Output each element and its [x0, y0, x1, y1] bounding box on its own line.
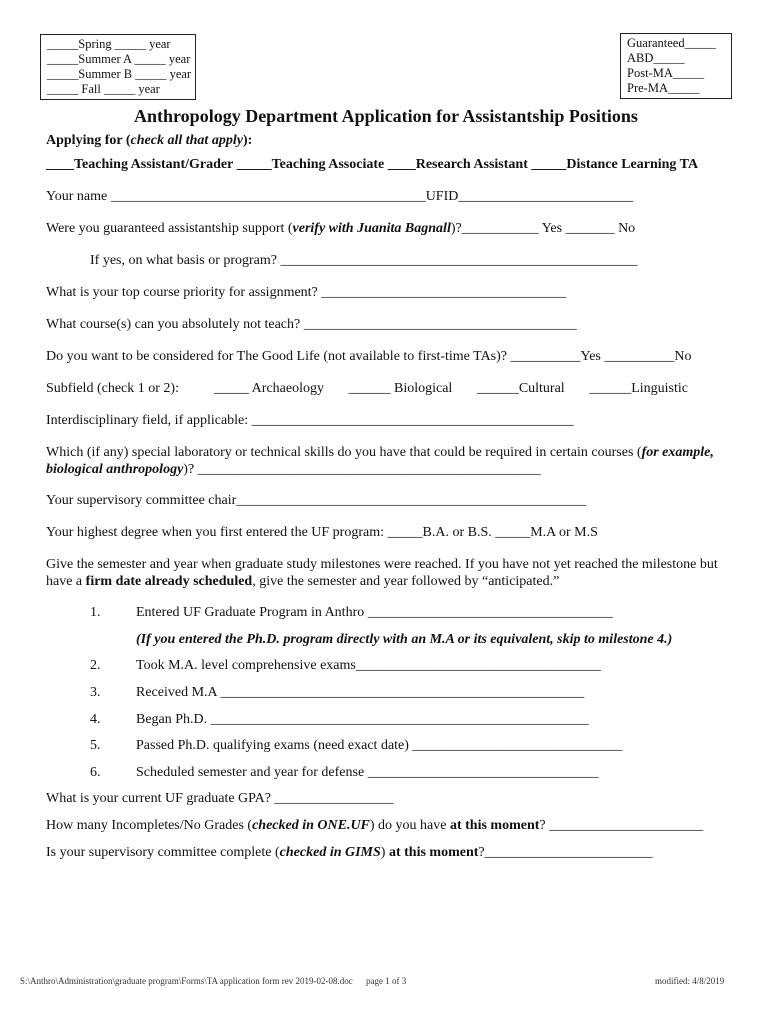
- basis-program-field[interactable]: If yes, on what basis or program? ___________________________________________________: [90, 253, 638, 268]
- semester-spring: _____Spring _____ year: [47, 37, 171, 51]
- footer-file-path: S:\Anthro\Administration\graduate program\Forms\TA application form rev 2019-02-08.doc: [20, 976, 353, 986]
- subfield-field[interactable]: Subfield (check 1 or 2): _____ Archaeology ______ Biological ______Cultural ______Linguistic: [46, 381, 688, 396]
- committee-complete-field[interactable]: Is your supervisory committee complete (checked in GIMS) at this moment?________________________: [46, 845, 653, 860]
- gpa-field[interactable]: What is your current UF graduate GPA? _________________: [46, 791, 394, 806]
- highest-degree-field[interactable]: Your highest degree when you first entered the UF program: _____B.A. or B.S. _____M.A or M.S: [46, 525, 598, 540]
- status-abd: ABD_____: [627, 51, 685, 65]
- milestone-num-3: 3.: [90, 685, 101, 700]
- top-course-field[interactable]: What is your top course priority for assignment? ___________________________________: [46, 285, 567, 300]
- semester-fall: _____ Fall _____ year: [47, 82, 160, 96]
- milestone-num-5: 5.: [90, 738, 101, 753]
- footer-page-number: page 1 of 3: [366, 976, 407, 986]
- status-pre-ma: Pre-MA_____: [627, 81, 700, 95]
- good-life-field[interactable]: Do you want to be considered for The Good Life (not available to first-time TAs)? __________Yes __________No: [46, 349, 692, 364]
- milestone-field-5[interactable]: Passed Ph.D. qualifying exams (need exact date) ______________________________: [136, 738, 623, 753]
- milestone-field-2[interactable]: Took M.A. level comprehensive exams___________________________________: [136, 658, 601, 673]
- semester-summer-b: _____Summer B _____ year: [47, 67, 192, 81]
- milestone-num-4: 4.: [90, 712, 101, 727]
- milestones-instructions-1: Give the semester and year when graduate study milestones were reached. If you have not yet reached the milestone but: [46, 557, 718, 572]
- position-options[interactable]: ____Teaching Assistant/Grader _____Teaching Associate ____Research Assistant _____Distance Learning TA: [46, 157, 699, 172]
- status-box: [620, 33, 732, 99]
- semester-summer-a: _____Summer A _____ year: [47, 52, 191, 66]
- milestone-num-6: 6.: [90, 765, 101, 780]
- status-post-ma: Post-MA_____: [627, 66, 705, 80]
- guaranteed-support-field[interactable]: Were you guaranteed assistantship support (verify with Juanita Bagnall)?___________ Yes _______ No: [46, 221, 636, 236]
- skills-question: Which (if any) special laboratory or technical skills do you have that could be required in certain courses (for example,: [46, 445, 714, 460]
- milestone-field-1[interactable]: Entered UF Graduate Program in Anthro ___________________________________: [136, 605, 613, 620]
- footer-modified-date: modified: 4/8/2019: [655, 976, 725, 986]
- applying-for-label: Applying for (check all that apply):: [46, 133, 253, 148]
- name-ufid-field[interactable]: Your name _____________________________________________UFID_________________________: [46, 189, 634, 204]
- milestone-num-2: 2.: [90, 658, 101, 673]
- milestone-field-3[interactable]: Received M.A ____________________________________________________: [136, 685, 585, 700]
- milestone-field-6[interactable]: Scheduled semester and year for defense _________________________________: [136, 765, 599, 780]
- milestone-field-4[interactable]: Began Ph.D. ______________________________________________________: [136, 712, 589, 727]
- skip-note: (If you entered the Ph.D. program directly with an M.A or its equivalent, skip to milestone 4.): [136, 632, 673, 647]
- milestones-instructions-2: have a firm date already scheduled, give the semester and year followed by “anticipated.”: [46, 574, 560, 589]
- page-title: Anthropology Department Application for Assistantship Positions: [134, 106, 638, 126]
- skills-field[interactable]: biological anthropology)? _________________________________________________: [46, 462, 541, 477]
- interdisciplinary-field[interactable]: Interdisciplinary field, if applicable: ______________________________________________: [46, 413, 574, 428]
- status-guaranteed: Guaranteed_____: [627, 36, 716, 50]
- incompletes-field[interactable]: How many Incompletes/No Grades (checked in ONE.UF) do you have at this moment? ______________________: [46, 818, 704, 833]
- semester-box: [40, 34, 196, 100]
- cannot-teach-field[interactable]: What course(s) can you absolutely not teach? _______________________________________: [46, 317, 577, 332]
- milestone-num-1: 1.: [90, 605, 101, 620]
- committee-chair-field[interactable]: Your supervisory committee chair__________________________________________________: [46, 493, 587, 508]
